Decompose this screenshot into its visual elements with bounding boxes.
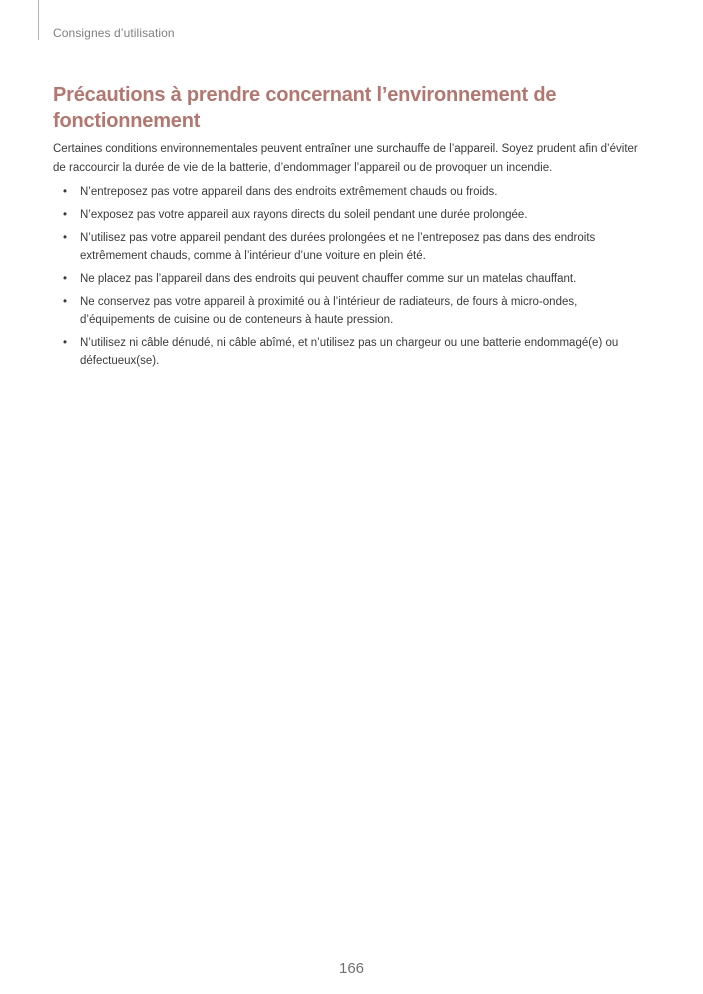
list-item-text: N’exposez pas votre appareil aux rayons directs du soleil pendant une durée prolongée. — [80, 209, 528, 221]
intro-paragraph: Certaines conditions environnementales peuvent entraîner une surchauffe de l’appareil. Soyez prudent afin d’éviter de raccourcir la durée de vie de la batterie, d’endommager l’appareil ou de provoquer un incendie. — [53, 143, 638, 174]
list-item — [53, 206, 653, 224]
bullet-icon: • — [63, 186, 68, 198]
list-item-text: N’utilisez ni câble dénudé, ni câble abîmé, et n’utilisez pas un chargeur ou une batterie endommagé(e) ou défectueux(se). — [80, 337, 619, 367]
bullet-icon: • — [63, 296, 68, 308]
list-item — [53, 270, 653, 288]
list-item-text: Ne placez pas l’appareil dans des endroits qui peuvent chauffer comme sur un matelas chauffant. — [80, 273, 577, 285]
list-item-text: N’utilisez pas votre appareil pendant des durées prolongées et ne l’entreposez pas dans des endroits extrêmement chauds, comme à l’intérieur d’une voiture en plein été. — [80, 232, 596, 262]
list-item — [53, 183, 653, 201]
running-header: Consignes d’utilisation — [53, 26, 175, 40]
bullet-icon: • — [63, 209, 68, 221]
list-item-text: N’entreposez pas votre appareil dans des endroits extrêmement chauds ou froids. — [80, 186, 498, 198]
page-number: 166 — [338, 960, 365, 977]
list-item-text: Ne conservez pas votre appareil à proximité ou à l’intérieur de radiateurs, de fours à micro-ondes, d’équipements de cuisine ou de conteneurs à haute pression. — [80, 296, 578, 326]
bullet-icon: • — [63, 232, 68, 244]
list-item — [53, 293, 653, 329]
section-title: Précautions à prendre concernant l’environnement de fonctionnement — [53, 84, 557, 132]
list-item — [53, 334, 653, 370]
bullet-icon: • — [63, 337, 68, 349]
list-item — [53, 229, 653, 265]
header-side-rule — [38, 0, 39, 40]
bullet-icon: • — [63, 273, 68, 285]
precautions-list — [53, 183, 653, 375]
